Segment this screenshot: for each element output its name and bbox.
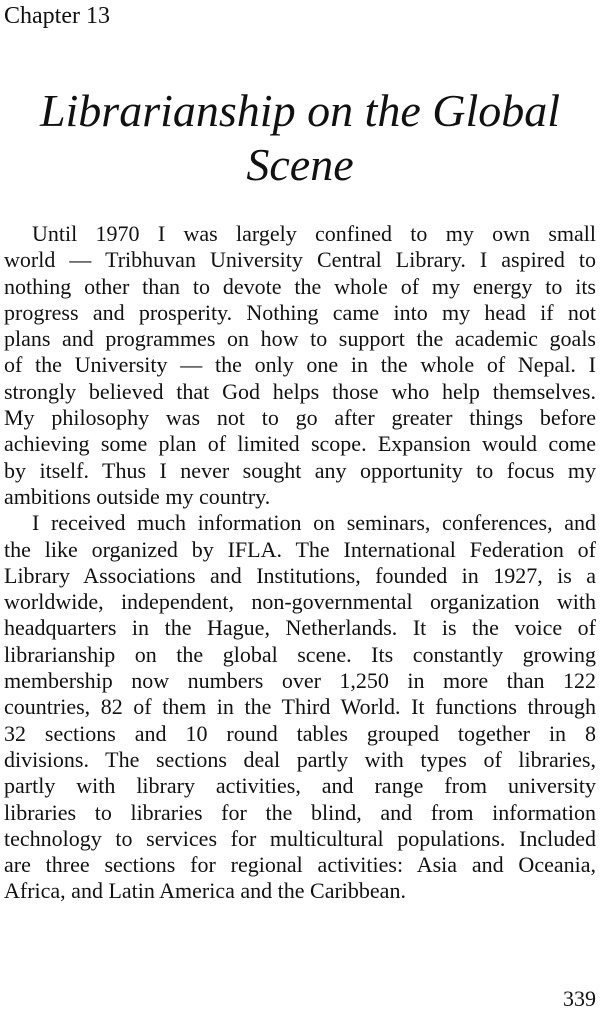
text-line: world — Tribhuvan University Central Library. I aspired to: [4, 247, 596, 273]
text-line: membership now numbers over 1,250 in more than 122: [4, 668, 596, 694]
body-text: [4, 221, 596, 905]
paragraph: [4, 221, 596, 510]
text-line: plans and programmes on how to support the academic goals: [4, 326, 596, 352]
text-line: Library Associations and Institutions, founded in 1927, is a: [4, 562, 596, 588]
text-line: headquarters in the Hague, Netherlands. It is the voice of: [4, 615, 596, 641]
paragraph: [4, 510, 596, 904]
text-line: of the University — the only one in the whole of Nepal. I: [4, 352, 596, 378]
text-line: ambitions outside my country.: [4, 483, 271, 509]
text-line: strongly believed that God helps those who help themselves.: [4, 378, 596, 404]
text-line: are three sections for regional activities: Asia and Oceania,: [4, 852, 596, 878]
text-line: nothing other than to devote the whole of my energy to its: [4, 273, 596, 299]
text-line: countries, 82 of them in the Third World. It functions through: [4, 694, 596, 720]
text-line: worldwide, independent, non-governmental organization with: [4, 589, 596, 615]
text-line: technology to services for multicultural populations. Included: [4, 825, 596, 851]
chapter-label: Chapter 13: [4, 3, 110, 29]
text-line: partly with library activities, and range from university: [4, 773, 596, 799]
text-line: 32 sections and 10 round tables grouped together in 8: [4, 720, 596, 746]
page-number: 339: [563, 986, 596, 1011]
chapter-title-line: Librarianship on the Global: [39, 85, 561, 136]
chapter-title: [0, 84, 600, 192]
text-line: progress and prosperity. Nothing came into my head if not: [4, 299, 596, 325]
text-line: by itself. Thus I never sought any opportunity to focus my: [4, 457, 596, 483]
text-line: Africa, and Latin America and the Caribbean.: [4, 878, 406, 904]
text-line: librarianship on the global scene. Its constantly growing: [4, 641, 596, 667]
text-line: My philosophy was not to go after greater things before: [4, 405, 596, 431]
text-line: divisions. The sections deal partly with types of libraries,: [4, 746, 596, 772]
text-line: Until 1970 I was largely confined to my own small: [32, 221, 596, 246]
text-line: the like organized by IFLA. The International Federation of: [4, 536, 596, 562]
text-line: I received much information on seminars, conferences, and: [32, 510, 596, 536]
chapter-title-line: Scene: [246, 139, 354, 190]
text-line: achieving some plan of limited scope. Expansion would come: [4, 431, 596, 457]
text-line: libraries to libraries for the blind, and from information: [4, 799, 596, 825]
